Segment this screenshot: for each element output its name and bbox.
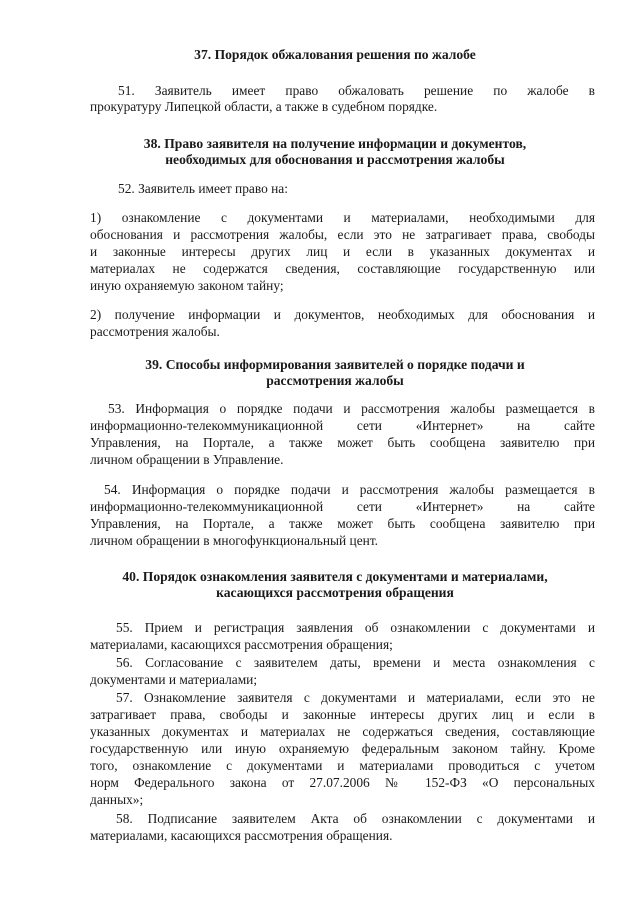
paragraph-57-line-1: 57. Ознакомление заявителя с документами и материалами, если это не <box>116 690 595 705</box>
paragraph-53-line-1: 53. Информация о порядке подачи и рассмотрения жалобы размещается в <box>108 401 595 416</box>
paragraph-56-line-2: документами и материалами; <box>90 672 258 687</box>
paragraph-54-line-4: личном обращении в многофункциональный цент. <box>90 533 379 548</box>
section-38-heading-line-1: 38. Право заявителя на получение информации и документов, <box>143 136 527 151</box>
item-1-line-4: материалах не содержатся сведения, составляющие государственную или <box>90 261 595 276</box>
paragraph-58-line-2: материалами, касающихся рассмотрения обращения. <box>90 828 393 843</box>
paragraph-52: 52. Заявитель имеет право на: <box>118 181 288 196</box>
paragraph-55-line-2: материалами, касающихся рассмотрения обращения; <box>90 637 393 652</box>
section-40-heading-line-1: 40. Порядок ознакомления заявителя с документами и материалами, <box>122 569 548 584</box>
item-1-line-1: 1) ознакомление с документами и материалами, необходимыми для <box>90 210 595 225</box>
item-1-line-3: и законные интересы других лиц и если в указанных документах и <box>90 244 595 259</box>
section-39-heading-line-1: 39. Способы информирования заявителей о порядке подачи и <box>145 357 525 372</box>
paragraph-51-line-1: 51. Заявитель имеет право обжаловать решение по жалобе в <box>118 83 595 98</box>
paragraph-57-line-3: указанных документах и материалах не содержаться сведения, составляющие <box>90 724 595 739</box>
section-40-heading-line-2: касающихся рассмотрения обращения <box>216 585 454 600</box>
paragraph-57-line-2: затрагивает права, свободы и законные интересы других лиц и если в <box>90 707 595 722</box>
paragraph-57-line-5: того, ознакомление с документами и материалами проводиться с учетом <box>90 758 595 773</box>
paragraph-54-line-1: 54. Информация о порядке подачи и рассмотрения жалобы размещается в <box>104 482 595 497</box>
paragraph-57-line-4: государственную или иную охраняемую федеральным законом тайну. Кроме <box>90 741 595 756</box>
paragraph-51-line-2: прокуратуру Липецкой области, а также в судебном порядке. <box>90 99 438 114</box>
paragraph-54-line-3: Управления, на Портале, а также может быть сообщена заявителю при <box>90 516 595 531</box>
item-1-line-5: иную охраняемую законом тайну; <box>90 278 284 293</box>
item-2-line-1: 2) получение информации и документов, необходимых для обоснования и <box>90 307 595 322</box>
paragraph-57-line-6: норм Федерального закона от 27.07.2006 № 152-ФЗ «О персональных <box>90 775 595 790</box>
paragraph-53-line-4: личном обращении в Управление. <box>90 452 284 467</box>
paragraph-55-line-1: 55. Прием и регистрация заявления об ознакомлении с документами и <box>116 620 595 635</box>
paragraph-58-line-1: 58. Подписание заявителем Акта об ознакомлении с документами и <box>116 811 595 826</box>
paragraph-53-line-3: Управления, на Портале, а также может быть сообщена заявителю при <box>90 435 595 450</box>
paragraph-53-line-2: информационно-телекоммуникационной сети «Интернет» на сайте <box>90 418 595 433</box>
section-37-heading: 37. Порядок обжалования решения по жалобе <box>194 47 476 62</box>
section-38-heading-line-2: необходимых для обоснования и рассмотрения жалобы <box>165 152 505 167</box>
section-39-heading-line-2: рассмотрения жалобы <box>266 373 404 388</box>
paragraph-54-line-2: информационно-телекоммуникационной сети «Интернет» на сайте <box>90 499 595 514</box>
paragraph-56-line-1: 56. Согласование с заявителем даты, времени и места ознакомления с <box>116 655 595 670</box>
item-1-line-2: обоснования и рассмотрения жалобы, если это не затрагивает права, свободы <box>90 227 595 242</box>
item-2-line-2: рассмотрения жалобы. <box>90 324 220 339</box>
paragraph-57-line-7: данных»; <box>90 792 144 807</box>
